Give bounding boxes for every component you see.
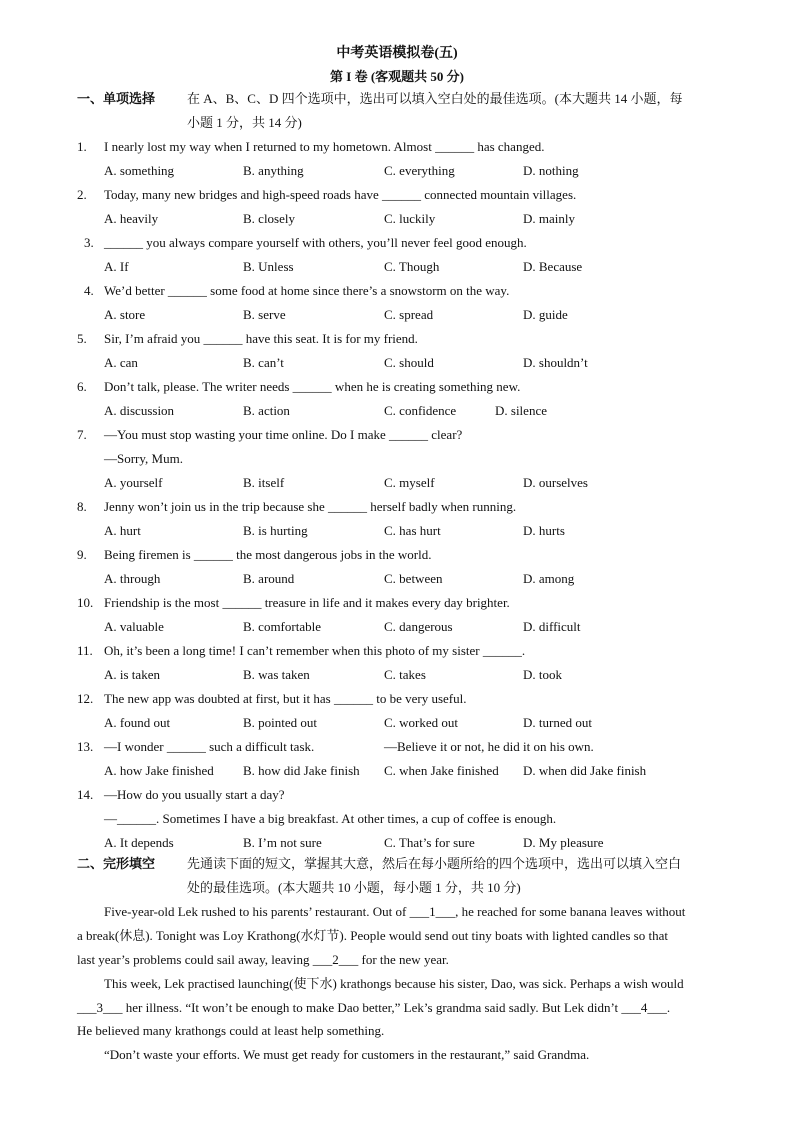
question-stem: Sir, I’m afraid you ______ have this seat. It is for my friend. [104,331,418,346]
answer-option-d[interactable]: D. took [523,667,562,682]
question-number: 13. [77,739,94,754]
question-number: 6. [77,379,87,394]
answer-option-d[interactable]: D. hurts [523,523,565,538]
question-stem: Don’t talk, please. The writer needs ______ when he is creating something new. [104,379,521,394]
passage-line: This week, Lek practised launching(使下水) krathongs because his sister, Dao, was sick. Perhaps a wish would [104,976,684,991]
answer-option-c[interactable]: C. has hurt [384,523,441,538]
answer-option-c[interactable]: C. confidence [384,403,457,418]
answer-option-c[interactable]: C. everything [384,163,455,178]
answer-option-c[interactable]: C. worked out [384,715,459,730]
question-number: 14. [77,787,94,802]
section1-desc-line1: 在 A、B、C、D 四个选项中，选出可以填入空白处的最佳选项。(本大题共 14 小题，每 [187,91,683,106]
section2-desc-line1: 先通读下面的短文，掌握其大意，然后在每小题所给的四个选项中，选出可以填入空白 [187,856,682,871]
answer-option-a[interactable]: A. yourself [104,475,163,490]
section1-desc-line2: 小题 1 分，共 14 分) [187,115,302,130]
answer-option-b[interactable]: B. around [243,571,295,586]
answer-option-b[interactable]: B. was taken [243,667,310,682]
answer-option-a[interactable]: A. discussion [104,403,175,418]
answer-option-b[interactable]: B. anything [243,163,304,178]
answer-option-d[interactable]: D. nothing [523,163,579,178]
answer-option-c[interactable]: C. luckily [384,211,436,226]
answer-option-a[interactable]: A. found out [104,715,171,730]
answer-option-d[interactable]: D. silence [495,403,547,418]
passage-line: last year’s problems could sail away, leaving ___2___ for the new year. [77,952,449,967]
answer-option-d[interactable]: D. when did Jake finish [523,763,647,778]
answer-option-d[interactable]: D. Because [523,259,583,274]
answer-option-b[interactable]: B. can’t [243,355,284,370]
exam-title: 中考英语模拟卷(五) [336,46,458,61]
question-number: 4. [84,283,94,298]
question-number: 8. [77,499,87,514]
question-number: 9. [77,547,87,562]
question-number: 7. [77,427,87,442]
answer-option-a[interactable]: A. how Jake finished [104,763,214,778]
answer-option-b[interactable]: B. itself [243,475,285,490]
question-stem: Oh, it’s been a long time! I can’t remember when this photo of my sister ______. [104,643,526,658]
question-stem: The new app was doubted at first, but it has ______ to be very useful. [104,691,467,706]
question-stem: —I wonder ______ such a difficult task. [104,739,315,754]
answer-option-c[interactable]: C. between [384,571,443,586]
question-number: 5. [77,331,87,346]
question-stem: Today, many new bridges and high-speed roads have ______ connected mountain villages. [104,187,577,202]
answer-option-c[interactable]: C. takes [384,667,426,682]
answer-option-a[interactable]: A. something [104,163,175,178]
passage-line: Five-year-old Lek rushed to his parents’ restaurant. Out of ___1___, he reached for some banana leaves without [104,904,686,919]
section2-desc-line2: 处的最佳选项。(本大题共 10 小题，每小题 1 分，共 10 分) [187,880,521,895]
answer-option-a[interactable]: A. can [104,355,138,370]
question-number: 3. [84,235,94,250]
answer-option-b[interactable]: B. action [243,403,290,418]
question-number: 2. [77,187,87,202]
answer-option-d[interactable]: D. ourselves [523,475,588,490]
question-stem: —Sorry, Mum. [104,451,183,466]
answer-option-a[interactable]: A. hurt [104,523,141,538]
answer-option-d[interactable]: D. among [523,571,575,586]
section1-title: 一、单项选择 [77,91,156,106]
answer-option-b[interactable]: B. closely [243,211,295,226]
passage-line: a break(休息). Tonight was Loy Krathong(水灯节). People would send out tiny boats with lighted candles so that [77,928,668,943]
question-stem: I nearly lost my way when I returned to my hometown. Almost ______ has changed. [104,139,545,154]
answer-option-b[interactable]: B. comfortable [243,619,321,634]
question-stem: Jenny won’t join us in the trip because she ______ herself badly when running. [104,499,517,514]
question-stem: —You must stop wasting your time online. Do I make ______ clear? [104,427,463,442]
answer-option-c[interactable]: C. spread [384,307,434,322]
answer-option-b[interactable]: B. serve [243,307,286,322]
answer-option-a[interactable]: A. is taken [104,667,160,682]
question-stem: —______. Sometimes I have a big breakfast. At other times, a cup of coffee is enough. [104,811,557,826]
answer-option-d[interactable]: D. difficult [523,619,581,634]
question-stem: —How do you usually start a day? [104,787,285,802]
answer-option-d[interactable]: D. turned out [523,715,592,730]
answer-option-b[interactable]: B. pointed out [243,715,318,730]
passage-line: “Don’t waste your efforts. We must get ready for customers in the restaurant,” said Grandma. [104,1047,590,1062]
answer-option-a[interactable]: A. valuable [104,619,164,634]
answer-option-c[interactable]: C. dangerous [384,619,453,634]
question-stem: Being firemen is ______ the most dangerous jobs in the world. [104,547,432,562]
answer-option-a[interactable]: A. through [104,571,161,586]
answer-option-c[interactable]: C. should [384,355,434,370]
question-number: 10. [77,595,94,610]
passage-line: He believed many krathongs could at least help something. [77,1023,385,1038]
answer-option-c[interactable]: C. myself [384,475,435,490]
answer-option-b[interactable]: B. I’m not sure [243,835,322,850]
question-number: 1. [77,139,87,154]
answer-option-d[interactable]: D. shouldn’t [523,355,588,370]
question-number: 12. [77,691,94,706]
question-stem: We’d better ______ some food at home since there’s a snowstorm on the way. [104,283,510,298]
answer-option-a[interactable]: A. store [104,307,146,322]
question-number: 11. [77,643,93,658]
answer-option-d[interactable]: D. My pleasure [523,835,604,850]
answer-option-c[interactable]: C. That’s for sure [384,835,475,850]
answer-option-c[interactable]: C. when Jake finished [384,763,499,778]
exam-subtitle: 第 I 卷 (客观题共 50 分) [330,69,464,84]
answer-option-a[interactable]: A. If [104,259,129,274]
answer-option-b[interactable]: B. is hurting [243,523,308,538]
passage-line: ___3___ her illness. “It won’t be enough to make Dao better,” Lek’s grandma said sadly. But Lek didn’t ___4___. [77,1000,671,1015]
answer-option-a[interactable]: A. It depends [104,835,174,850]
answer-option-b[interactable]: B. how did Jake finish [243,763,360,778]
section2-title: 二、完形填空 [77,856,156,871]
question-stem: —Believe it or not, he did it on his own. [384,739,594,754]
answer-option-a[interactable]: A. heavily [104,211,159,226]
question-stem: Friendship is the most ______ treasure in life and it makes every day brighter. [104,595,510,610]
answer-option-c[interactable]: C. Though [384,259,440,274]
answer-option-d[interactable]: D. mainly [523,211,575,226]
answer-option-b[interactable]: B. Unless [243,259,294,274]
question-stem: ______ you always compare yourself with others, you’ll never feel good enough. [104,235,527,250]
answer-option-d[interactable]: D. guide [523,307,568,322]
